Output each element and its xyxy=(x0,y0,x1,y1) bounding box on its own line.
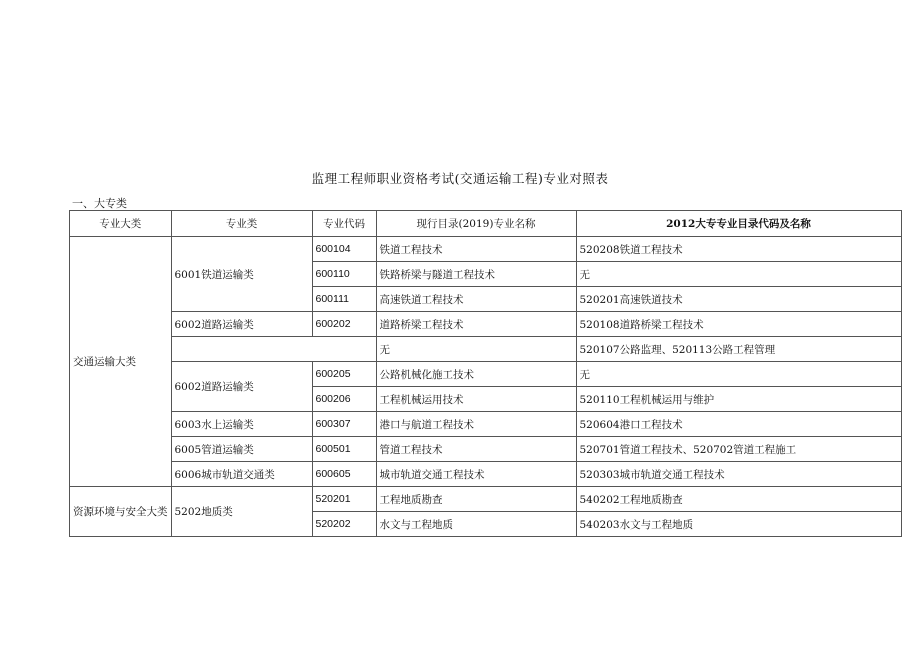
code-cell: 600104 xyxy=(312,237,376,262)
code-cell: 600205 xyxy=(312,362,376,387)
old-name-cell: 520201高速铁道技术 xyxy=(576,287,901,312)
name-cell: 公路机械化施工技术 xyxy=(376,362,576,387)
major-cell: 交通运输大类 xyxy=(70,237,172,487)
code-cell: 600111 xyxy=(312,287,376,312)
major-cell: 资源环境与安全大类 xyxy=(70,487,172,537)
table-row xyxy=(70,362,902,387)
old-name-cell: 520701管道工程技术、520702管道工程施工 xyxy=(576,437,901,462)
name-cell: 水文与工程地质 xyxy=(376,512,576,537)
category-cell: 6002道路运输类 xyxy=(171,362,312,412)
old-name-cell: 520107公路监理、520113公路工程管理 xyxy=(576,337,901,362)
old-name-cell: 无 xyxy=(576,362,901,387)
category-cell xyxy=(171,337,312,362)
table-row xyxy=(70,312,902,337)
table-row xyxy=(70,437,902,462)
comparison-table xyxy=(69,210,902,537)
header-current-name: 现行目录(2019)专业名称 xyxy=(376,211,576,237)
old-name-cell: 520604港口工程技术 xyxy=(576,412,901,437)
header-2012-name: 2012大专专业目录代码及名称 xyxy=(576,211,901,237)
code-cell: 600110 xyxy=(312,262,376,287)
code-cell: 600501 xyxy=(312,437,376,462)
table-row xyxy=(70,237,902,262)
name-cell: 道路桥梁工程技术 xyxy=(376,312,576,337)
name-cell: 铁路桥梁与隧道工程技术 xyxy=(376,262,576,287)
header-major: 专业大类 xyxy=(70,211,172,237)
code-cell: 600605 xyxy=(312,462,376,487)
code-cell: 520202 xyxy=(312,512,376,537)
table-row xyxy=(70,462,902,487)
category-cell: 6006城市轨道交通类 xyxy=(171,462,312,487)
header-category: 专业类 xyxy=(171,211,312,237)
code-cell: 600202 xyxy=(312,312,376,337)
code-cell xyxy=(312,337,376,362)
old-name-cell: 540202工程地质勘查 xyxy=(576,487,901,512)
table-row xyxy=(70,412,902,437)
old-name-cell: 520303城市轨道交通工程技术 xyxy=(576,462,901,487)
category-cell: 6003水上运输类 xyxy=(171,412,312,437)
old-name-cell: 520108道路桥梁工程技术 xyxy=(576,312,901,337)
category-cell: 6005管道运输类 xyxy=(171,437,312,462)
old-name-cell: 540203水文与工程地质 xyxy=(576,512,901,537)
name-cell: 工程机械运用技术 xyxy=(376,387,576,412)
category-cell: 6002道路运输类 xyxy=(171,312,312,337)
code-cell: 520201 xyxy=(312,487,376,512)
old-name-cell: 520208铁道工程技术 xyxy=(576,237,901,262)
page-title: 监理工程师职业资格考试(交通运输工程)专业对照表 xyxy=(311,171,609,186)
name-cell: 工程地质勘查 xyxy=(376,487,576,512)
name-cell: 管道工程技术 xyxy=(376,437,576,462)
table-row xyxy=(70,337,902,362)
name-cell: 铁道工程技术 xyxy=(376,237,576,262)
header-code: 专业代码 xyxy=(312,211,376,237)
code-cell: 600307 xyxy=(312,412,376,437)
table-header-row xyxy=(70,211,902,237)
code-cell: 600206 xyxy=(312,387,376,412)
category-cell: 6001铁道运输类 xyxy=(171,237,312,312)
name-cell: 城市轨道交通工程技术 xyxy=(376,462,576,487)
section-label: 一、大专类 xyxy=(72,197,127,210)
old-name-cell: 520110工程机械运用与维护 xyxy=(576,387,901,412)
name-cell: 港口与航道工程技术 xyxy=(376,412,576,437)
name-cell: 无 xyxy=(376,337,576,362)
name-cell: 高速铁道工程技术 xyxy=(376,287,576,312)
old-name-cell: 无 xyxy=(576,262,901,287)
table-row xyxy=(70,487,902,512)
category-cell: 5202地质类 xyxy=(171,487,312,537)
